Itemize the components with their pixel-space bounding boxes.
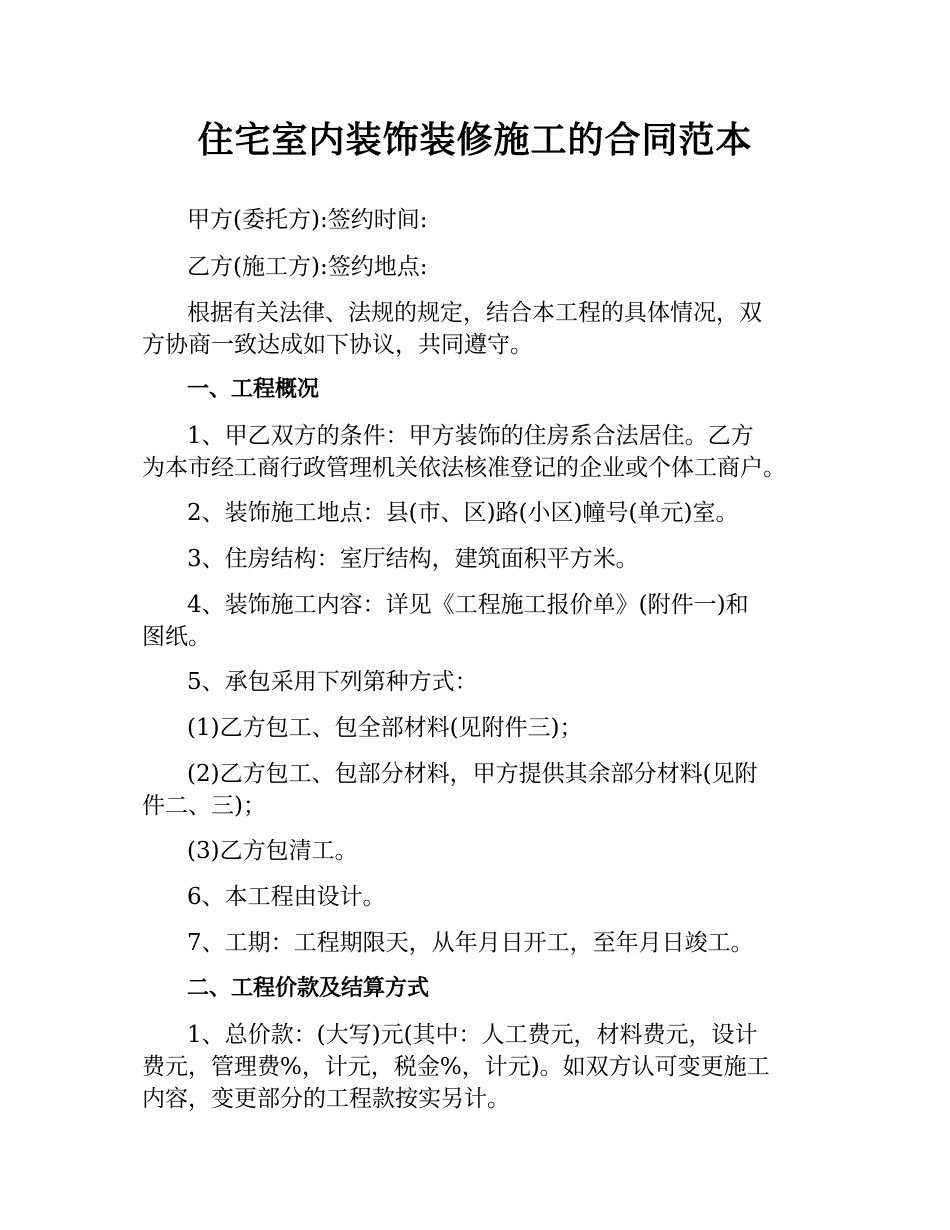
text-line: 乙方(施工方):签约地点: <box>187 254 428 280</box>
party-b-line <box>142 251 842 283</box>
clause-1-1 <box>142 420 842 484</box>
text-line: 内容，变更部分的工程款按实另计。 <box>142 1086 510 1112</box>
text-line: 1、总价款：(大写)元(其中：人工费元，材料费元，设计 <box>187 1022 758 1048</box>
text-line: 图纸。 <box>142 624 211 650</box>
clause-1-3 <box>142 543 842 575</box>
text-line: 费元，管理费%，计元，税金%，计元)。如双方认可变更施工 <box>142 1054 770 1080</box>
text-line: (2)乙方包工、包部分材料，甲方提供其余部分材料(见附 <box>187 761 758 787</box>
clause-1-5 <box>142 666 842 698</box>
preamble-paragraph <box>142 297 842 361</box>
option-2 <box>142 758 842 822</box>
section-heading-1 <box>142 374 842 406</box>
text-line: 6、本工程由设计。 <box>187 884 386 910</box>
clause-1-7 <box>142 927 842 959</box>
text-line: (3)乙方包清工。 <box>187 838 358 864</box>
clause-1-6 <box>142 881 842 913</box>
document-title: 住宅室内装饰装修施工的合同范本 <box>197 120 753 161</box>
text-line: 甲方(委托方):签约时间: <box>187 207 428 233</box>
heading-text: 一、工程概况 <box>187 377 320 402</box>
text-line: 2、装饰施工地点：县(市、区)路(小区)幢号(单元)室。 <box>187 500 739 526</box>
text-line: 1、甲乙双方的条件：甲方装饰的住房系合法居住。乙方 <box>187 423 754 449</box>
section-heading-2 <box>142 973 842 1005</box>
text-line: 件二、三)； <box>142 793 266 819</box>
clause-1-2 <box>142 497 842 529</box>
text-line: (1)乙方包工、包全部材料(见附件三)； <box>187 715 583 741</box>
text-line: 为本市经工商行政管理机关依法核准登记的企业或个体工商户。 <box>142 455 786 481</box>
party-a-line <box>142 204 842 236</box>
text-line: 7、工期：工程期限天，从年月日开工，至年月日竣工。 <box>187 930 754 956</box>
option-3 <box>142 835 842 867</box>
option-1 <box>142 712 842 744</box>
text-line: 4、装饰施工内容：详见《工程施工报价单》(附件一)和 <box>187 592 749 618</box>
clause-1-4 <box>142 589 842 653</box>
text-line: 根据有关法律、法规的规定，结合本工程的具体情况，双 <box>187 300 762 326</box>
clause-2-1 <box>142 1019 842 1115</box>
text-line: 3、住房结构：室厅结构，建筑面积平方米。 <box>187 546 639 572</box>
text-line: 5、承包采用下列第种方式： <box>187 669 478 695</box>
heading-text: 二、工程价款及结算方式 <box>187 976 430 1001</box>
text-line: 方协商一致达成如下协议，共同遵守。 <box>142 332 533 358</box>
